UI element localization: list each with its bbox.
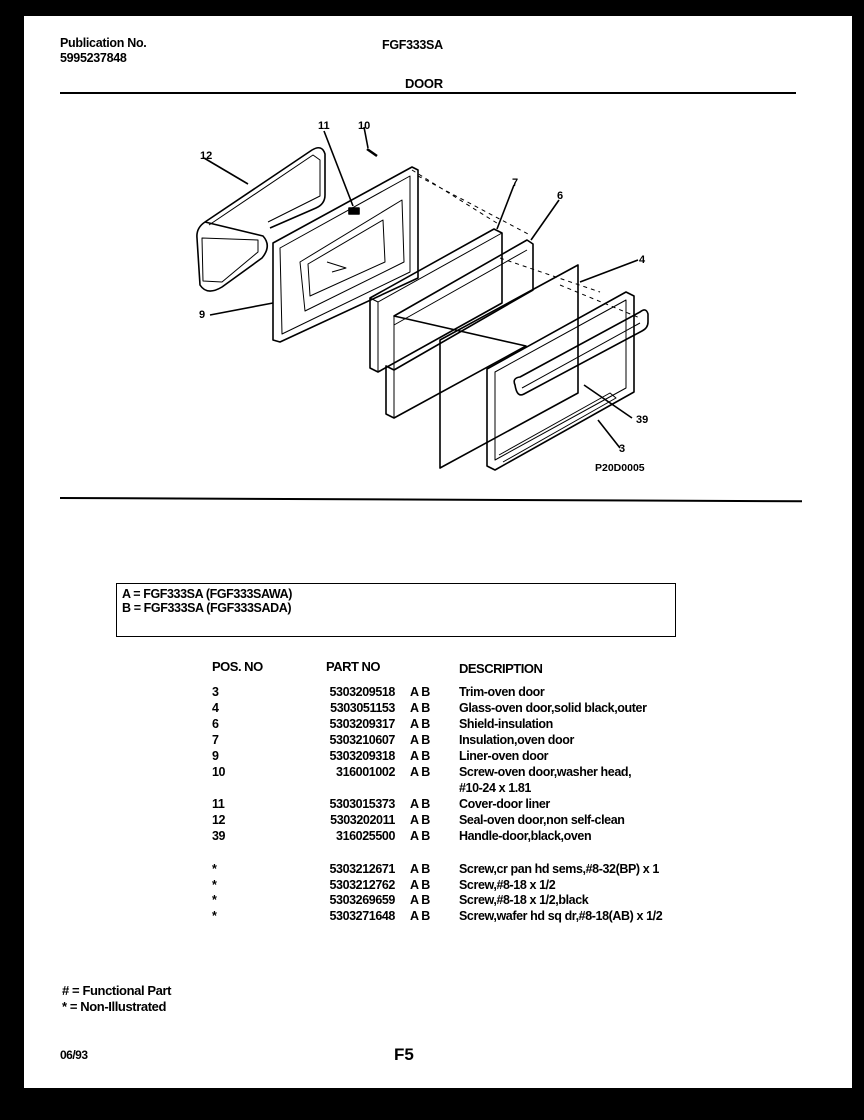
table-row: * 5303271648 A B Screw,wafer hd sq dr,#8-18(AB) x 1/2 [212, 909, 663, 923]
svg-text:6: 6 [557, 190, 564, 202]
publication-number: 5995237848 [60, 51, 127, 65]
table-row: 39 316025500 A B Handle-door,black,oven [212, 829, 592, 843]
table-row-continuation: #10-24 x 1.81 [459, 781, 531, 795]
model-number: FGF333SA [382, 38, 443, 52]
table-row: * 5303269659 A B Screw,#8-18 x 1/2,black [212, 893, 589, 907]
table-row: * 5303212762 A B Screw,#8-18 x 1/2 [212, 878, 556, 892]
screw-part-10 [367, 149, 377, 156]
publication-label: Publication No. [60, 36, 147, 50]
table-row: 12 5303202011 A B Seal-oven door,non self-clean [212, 813, 625, 827]
trim-part-3 [487, 292, 634, 470]
note-non-illustrated: * = Non-Illustrated [62, 999, 166, 1014]
table-row: 3 5303209518 A B Trim-oven door [212, 685, 545, 699]
table-row: * 5303212671 A B Screw,cr pan hd sems,#8-32(BP) x 1 [212, 862, 659, 876]
exploded-door-diagram [24, 16, 852, 516]
parts-page [24, 16, 852, 1088]
svg-text:10: 10 [358, 120, 371, 132]
footer-date: 06/93 [60, 1048, 88, 1062]
glass-part-4 [440, 265, 578, 468]
model-legend-box [116, 583, 676, 637]
col-header-pos: POS. NO [212, 659, 263, 674]
table-row: 6 5303209317 A B Shield-insulation [212, 717, 553, 731]
cover-part-11 [349, 208, 359, 214]
insulation-part-7 [370, 229, 502, 372]
svg-text:4: 4 [639, 254, 646, 266]
svg-text:11: 11 [318, 120, 330, 132]
table-row: 11 5303015373 A B Cover-door liner [212, 797, 550, 811]
section-title: DOOR [405, 76, 443, 91]
svg-text:12: 12 [200, 150, 213, 162]
handle-part-39 [514, 310, 648, 395]
col-header-desc: DESCRIPTION [459, 661, 543, 676]
legend-notes [62, 983, 171, 1015]
note-functional-part: # = Functional Part [62, 983, 172, 998]
svg-text:7: 7 [512, 177, 519, 189]
legend-model-a: A = FGF333SA (FGF333SAWA) [122, 587, 293, 601]
table-row: 7 5303210607 A B Insulation,oven door [212, 733, 574, 747]
svg-text:9: 9 [199, 309, 206, 321]
svg-text:39: 39 [636, 414, 649, 426]
table-row: 9 5303209318 A B Liner-oven door [212, 749, 549, 763]
table-row: 4 5303051153 A B Glass-oven door,solid black,outer [212, 701, 647, 715]
svg-text:3: 3 [619, 443, 626, 455]
footer-page-number: F5 [394, 1045, 414, 1064]
legend-model-b: B = FGF333SA (FGF333SADA) [122, 601, 292, 615]
svg-text:P20D0005: P20D0005 [595, 462, 645, 474]
seal-part-12 [197, 148, 325, 291]
col-header-part: PART NO [326, 659, 381, 674]
table-row: 10 316001002 A B Screw-oven door,washer head, [212, 765, 632, 779]
